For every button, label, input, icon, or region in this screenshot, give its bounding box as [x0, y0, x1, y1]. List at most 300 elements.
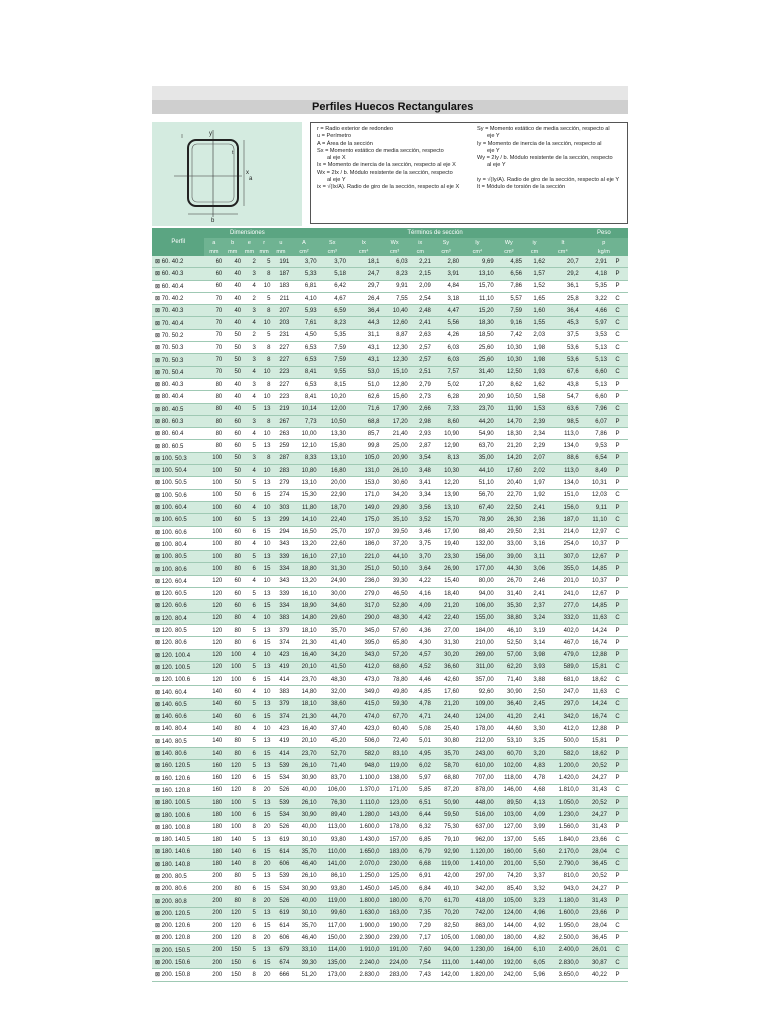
- value-cell: 4,18: [580, 268, 608, 280]
- value-cell: 1,93: [523, 366, 546, 378]
- value-cell: 3: [242, 354, 257, 366]
- value-cell: 120: [204, 637, 223, 649]
- profile-cell: ⊠ 120. 100.4: [152, 649, 204, 661]
- table-row: [152, 883, 628, 895]
- value-cell: 15,60: [380, 391, 408, 403]
- value-cell: 35,70: [318, 624, 347, 636]
- value-cell: 36,60: [432, 661, 460, 673]
- value-cell: 3,53: [580, 329, 608, 341]
- definition-line: It = Módulo de torsión de la sección: [477, 184, 566, 191]
- value-cell: 18,10: [290, 624, 317, 636]
- value-cell: 5: [242, 403, 257, 415]
- value-cell: 15,20: [460, 305, 495, 317]
- value-cell: 12,20: [432, 477, 460, 489]
- table-row: [152, 907, 628, 919]
- value-cell: 506,0: [347, 735, 381, 747]
- value-cell: 2,51: [409, 366, 432, 378]
- value-cell: 343,0: [347, 649, 381, 661]
- value-cell: 307,0: [546, 551, 580, 563]
- value-cell: 35,10: [380, 514, 408, 526]
- value-cell: 26,01: [580, 944, 608, 956]
- value-cell: 10: [257, 686, 272, 698]
- type-cell: C: [608, 661, 628, 673]
- value-cell: 5,13: [580, 342, 608, 354]
- value-cell: 36,4: [347, 305, 381, 317]
- value-cell: 10,90: [432, 428, 460, 440]
- value-cell: 1.810,0: [546, 784, 580, 796]
- section-diagram: [152, 122, 302, 226]
- profile-cell: ⊠ 70. 40.4: [152, 317, 204, 329]
- value-cell: 415,0: [347, 698, 381, 710]
- type-cell: P: [608, 747, 628, 759]
- value-cell: 31,40: [460, 366, 495, 378]
- table-row: [152, 342, 628, 354]
- type-cell: P: [608, 969, 628, 981]
- type-cell: P: [608, 575, 628, 587]
- value-cell: 619: [271, 907, 290, 919]
- value-cell: 15: [257, 674, 272, 686]
- value-cell: 7,59: [318, 342, 347, 354]
- value-cell: 48,30: [380, 612, 408, 624]
- value-cell: 4: [242, 501, 257, 513]
- value-cell: 50: [223, 489, 242, 501]
- value-cell: 2,02: [523, 465, 546, 477]
- value-cell: 24,7: [347, 268, 381, 280]
- value-cell: 18,70: [318, 501, 347, 513]
- value-cell: 349,0: [347, 686, 381, 698]
- symbol-header: It: [546, 238, 580, 247]
- table-row: [152, 969, 628, 981]
- value-cell: 3,14: [523, 637, 546, 649]
- value-cell: 526: [271, 895, 290, 907]
- value-cell: 100: [223, 661, 242, 673]
- header-dimensions: Dimensiones: [204, 228, 290, 238]
- profile-cell: ⊠ 70. 50.2: [152, 329, 204, 341]
- value-cell: 70: [204, 305, 223, 317]
- value-cell: 2,57: [409, 354, 432, 366]
- value-cell: 7,60: [409, 944, 432, 956]
- value-cell: 1.600,0: [347, 821, 381, 833]
- value-cell: 99,60: [318, 907, 347, 919]
- value-cell: 8,62: [495, 378, 523, 390]
- value-cell: 60: [223, 588, 242, 600]
- type-cell: P: [608, 538, 628, 550]
- value-cell: 68,8: [347, 415, 381, 427]
- value-cell: 140: [204, 747, 223, 759]
- value-cell: 100: [223, 797, 242, 809]
- value-cell: 8: [257, 378, 272, 390]
- value-cell: 15: [257, 563, 272, 575]
- value-cell: 297,0: [546, 698, 580, 710]
- value-cell: 1,97: [523, 477, 546, 489]
- value-cell: 60: [223, 501, 242, 513]
- unit-header: mm: [204, 247, 223, 256]
- value-cell: 37,40: [318, 723, 347, 735]
- value-cell: 8: [242, 858, 257, 870]
- value-cell: 178,00: [460, 723, 495, 735]
- profile-cell: ⊠ 200. 150.5: [152, 944, 204, 956]
- value-cell: 666: [271, 969, 290, 981]
- value-cell: 180: [204, 858, 223, 870]
- value-cell: 42,60: [432, 674, 460, 686]
- value-cell: 40: [223, 280, 242, 292]
- value-cell: 60,70: [495, 747, 523, 759]
- value-cell: 5,65: [523, 833, 546, 845]
- value-cell: 2,54: [409, 292, 432, 304]
- value-cell: 395,0: [347, 637, 381, 649]
- value-cell: 4,16: [409, 588, 432, 600]
- value-cell: 4,66: [580, 305, 608, 317]
- value-cell: 113,00: [318, 821, 347, 833]
- value-cell: 5,50: [523, 858, 546, 870]
- definition-line: ix = √(Ix/A). Radio de giro de la sección, respecto al eje X: [317, 184, 460, 191]
- value-cell: 171,00: [380, 784, 408, 796]
- value-cell: 12,50: [495, 366, 523, 378]
- value-cell: 13: [257, 760, 272, 772]
- value-cell: 2.070,0: [347, 858, 381, 870]
- value-cell: 140: [204, 710, 223, 722]
- value-cell: 2,57: [409, 342, 432, 354]
- value-cell: 40,00: [290, 784, 317, 796]
- value-cell: 7,59: [318, 354, 347, 366]
- value-cell: 80: [223, 883, 242, 895]
- value-cell: 100: [223, 809, 242, 821]
- value-cell: 8,23: [380, 268, 408, 280]
- value-cell: 13,10: [432, 501, 460, 513]
- value-cell: 534: [271, 883, 290, 895]
- table-row: [152, 809, 628, 821]
- value-cell: 92,90: [432, 846, 460, 858]
- profile-cell: ⊠ 80. 60.3: [152, 415, 204, 427]
- value-cell: 15: [257, 710, 272, 722]
- value-cell: 52,50: [495, 637, 523, 649]
- value-cell: 20,40: [495, 477, 523, 489]
- value-cell: 80: [223, 563, 242, 575]
- value-cell: 26,30: [495, 514, 523, 526]
- value-cell: 13: [257, 551, 272, 563]
- value-cell: 56,70: [460, 489, 495, 501]
- value-cell: 100: [204, 501, 223, 513]
- value-cell: 3,75: [409, 538, 432, 550]
- value-cell: 3,23: [523, 895, 546, 907]
- value-cell: 1.450,0: [347, 883, 381, 895]
- rectangular-tube-section-drawing: [152, 122, 302, 226]
- value-cell: 17,90: [432, 526, 460, 538]
- value-cell: 379: [271, 624, 290, 636]
- value-cell: 3,70: [318, 256, 347, 268]
- value-cell: 681,0: [546, 674, 580, 686]
- value-cell: 2: [242, 329, 257, 341]
- table-row: [152, 895, 628, 907]
- value-cell: 7,35: [409, 907, 432, 919]
- value-cell: 534: [271, 772, 290, 784]
- value-cell: 242,00: [495, 969, 523, 981]
- value-cell: 10: [257, 538, 272, 550]
- value-cell: 85,40: [495, 883, 523, 895]
- value-cell: 80: [223, 747, 242, 759]
- value-cell: 474,0: [347, 710, 381, 722]
- value-cell: 423: [271, 723, 290, 735]
- unit-header: mm: [223, 247, 242, 256]
- value-cell: 3,99: [523, 821, 546, 833]
- value-cell: 68,80: [432, 772, 460, 784]
- type-cell: C: [608, 292, 628, 304]
- value-cell: 1.230,0: [546, 809, 580, 821]
- value-cell: 100: [204, 465, 223, 477]
- table-row: [152, 354, 628, 366]
- value-cell: 19,40: [432, 538, 460, 550]
- value-cell: 20: [257, 821, 272, 833]
- value-cell: 4,71: [409, 710, 432, 722]
- symbol-header: Sx: [318, 238, 347, 247]
- value-cell: 32,00: [318, 686, 347, 698]
- value-cell: 2.400,0: [546, 944, 580, 956]
- value-cell: 16,74: [580, 710, 608, 722]
- value-cell: 62,6: [347, 391, 381, 403]
- table-row: [152, 821, 628, 833]
- type-cell: P: [608, 735, 628, 747]
- value-cell: 53,6: [546, 354, 580, 366]
- value-cell: 50: [223, 465, 242, 477]
- value-cell: 4,09: [523, 809, 546, 821]
- value-cell: 8: [242, 969, 257, 981]
- value-cell: 4: [242, 575, 257, 587]
- value-cell: 40,22: [580, 969, 608, 981]
- type-cell: P: [608, 895, 628, 907]
- value-cell: 4: [242, 686, 257, 698]
- value-cell: 200: [204, 944, 223, 956]
- value-cell: 10: [257, 575, 272, 587]
- value-cell: 58,70: [432, 760, 460, 772]
- value-cell: 17,20: [380, 415, 408, 427]
- value-cell: 4,68: [523, 784, 546, 796]
- definition-line: r = Radio exterior de redondeo: [317, 126, 394, 132]
- value-cell: 6: [242, 674, 257, 686]
- value-cell: 4,95: [409, 747, 432, 759]
- type-cell: C: [608, 329, 628, 341]
- value-cell: 24,90: [318, 575, 347, 587]
- header-profile: Perfil: [152, 228, 204, 256]
- value-cell: 109,00: [460, 698, 495, 710]
- type-cell: P: [608, 637, 628, 649]
- type-cell: C: [608, 846, 628, 858]
- value-cell: 134,0: [546, 477, 580, 489]
- value-cell: 39,00: [495, 551, 523, 563]
- profile-cell: ⊠ 100. 80.6: [152, 563, 204, 575]
- value-cell: 14,10: [290, 514, 317, 526]
- value-cell: 100: [223, 821, 242, 833]
- value-cell: 1,52: [523, 280, 546, 292]
- value-cell: 5: [242, 624, 257, 636]
- value-cell: 10: [257, 649, 272, 661]
- profile-cell: ⊠ 100. 80.5: [152, 551, 204, 563]
- value-cell: 200: [204, 907, 223, 919]
- value-cell: 35,70: [290, 846, 317, 858]
- value-cell: 267: [271, 415, 290, 427]
- definition-line: eje Y: [487, 133, 500, 140]
- value-cell: 2.500,0: [546, 932, 580, 944]
- value-cell: 27,00: [432, 624, 460, 636]
- value-cell: 40,00: [290, 821, 317, 833]
- value-cell: 50: [223, 366, 242, 378]
- value-cell: 2,46: [523, 575, 546, 587]
- unit-header: cm⁴: [546, 247, 580, 256]
- dimension-label-a: a: [249, 176, 253, 182]
- value-cell: 10,50: [495, 391, 523, 403]
- value-cell: 30,00: [318, 588, 347, 600]
- value-cell: 14,70: [495, 415, 523, 427]
- value-cell: 13: [257, 870, 272, 882]
- value-cell: 86,10: [318, 870, 347, 882]
- value-cell: 82,50: [432, 920, 460, 932]
- profile-cell: ⊠ 70. 50.3: [152, 342, 204, 354]
- value-cell: 67,6: [546, 366, 580, 378]
- type-cell: P: [608, 907, 628, 919]
- value-cell: 2,93: [409, 428, 432, 440]
- type-cell: P: [608, 415, 628, 427]
- value-cell: 34,20: [380, 489, 408, 501]
- value-cell: 50: [223, 354, 242, 366]
- profile-cell: ⊠ 70. 40.3: [152, 305, 204, 317]
- type-cell: P: [608, 870, 628, 882]
- profile-cell: ⊠ 100. 50.4: [152, 465, 204, 477]
- value-cell: 863,00: [460, 920, 495, 932]
- value-cell: 25,40: [432, 723, 460, 735]
- value-cell: 582,0: [546, 747, 580, 759]
- value-cell: 15: [257, 600, 272, 612]
- value-cell: 5: [242, 797, 257, 809]
- value-cell: 207: [271, 305, 290, 317]
- value-cell: 2,36: [523, 514, 546, 526]
- value-cell: 4,30: [409, 637, 432, 649]
- type-cell: C: [608, 944, 628, 956]
- value-cell: 23,66: [580, 833, 608, 845]
- value-cell: 18,1: [347, 256, 381, 268]
- value-cell: 1.910,0: [347, 944, 381, 956]
- value-cell: 180: [204, 833, 223, 845]
- value-cell: 46,10: [495, 624, 523, 636]
- value-cell: 50,90: [432, 797, 460, 809]
- value-cell: 80: [204, 415, 223, 427]
- value-cell: 29,7: [347, 280, 381, 292]
- value-cell: 113,0: [546, 465, 580, 477]
- value-cell: 20,90: [380, 452, 408, 464]
- table-row: [152, 772, 628, 784]
- value-cell: 1.650,0: [347, 846, 381, 858]
- type-cell: C: [608, 698, 628, 710]
- value-cell: 88,40: [460, 526, 495, 538]
- value-cell: 211: [271, 292, 290, 304]
- value-cell: 4: [242, 280, 257, 292]
- value-cell: 14,80: [290, 612, 317, 624]
- value-cell: 177,00: [460, 563, 495, 575]
- value-cell: 14,80: [290, 686, 317, 698]
- value-cell: 1.250,0: [347, 870, 381, 882]
- value-cell: 2,29: [523, 440, 546, 452]
- value-cell: 83,70: [318, 772, 347, 784]
- value-cell: 251,0: [347, 563, 381, 575]
- table-row: [152, 588, 628, 600]
- value-cell: 49,10: [432, 883, 460, 895]
- value-cell: 1.080,00: [460, 932, 495, 944]
- value-cell: 12,67: [580, 588, 608, 600]
- value-cell: 6,60: [580, 391, 608, 403]
- value-cell: 125,00: [380, 870, 408, 882]
- value-cell: 342,0: [546, 710, 580, 722]
- value-cell: 4: [242, 317, 257, 329]
- value-cell: 4,13: [523, 797, 546, 809]
- value-cell: 187: [271, 268, 290, 280]
- value-cell: 6,79: [409, 846, 432, 858]
- value-cell: 4,10: [290, 292, 317, 304]
- value-cell: 12,30: [380, 342, 408, 354]
- value-cell: 30,90: [495, 686, 523, 698]
- value-cell: 8: [257, 354, 272, 366]
- value-cell: 6,56: [495, 268, 523, 280]
- value-cell: 31,30: [318, 563, 347, 575]
- table-row: [152, 710, 628, 722]
- value-cell: 6,02: [409, 760, 432, 772]
- value-cell: 34,20: [318, 649, 347, 661]
- profile-cell: ⊠ 180. 140.6: [152, 846, 204, 858]
- type-cell: P: [608, 551, 628, 563]
- value-cell: 2,63: [409, 329, 432, 341]
- type-cell: P: [608, 391, 628, 403]
- value-cell: 5: [242, 907, 257, 919]
- definition-line: u = Perímetro: [317, 133, 352, 140]
- value-cell: 10: [257, 391, 272, 403]
- type-cell: C: [608, 858, 628, 870]
- value-cell: 22,40: [432, 612, 460, 624]
- value-cell: 8,49: [580, 465, 608, 477]
- type-cell: C: [608, 342, 628, 354]
- value-cell: 5: [242, 870, 257, 882]
- value-cell: 70: [204, 317, 223, 329]
- value-cell: 962,00: [460, 833, 495, 845]
- profile-cell: ⊠ 140. 80.4: [152, 723, 204, 735]
- definition-line: [477, 170, 619, 177]
- value-cell: 5: [257, 256, 272, 268]
- type-cell: C: [608, 366, 628, 378]
- value-cell: 3,11: [523, 551, 546, 563]
- value-cell: 60: [204, 268, 223, 280]
- value-cell: 2,87: [409, 440, 432, 452]
- table-row: [152, 698, 628, 710]
- value-cell: 132,00: [460, 538, 495, 550]
- value-cell: 9,69: [460, 256, 495, 268]
- value-cell: 117,00: [318, 920, 347, 932]
- value-cell: 3,54: [409, 452, 432, 464]
- table-row: [152, 366, 628, 378]
- value-cell: 120: [204, 661, 223, 673]
- value-cell: 2,21: [409, 256, 432, 268]
- value-cell: 14,20: [495, 452, 523, 464]
- unit-header: cm²: [290, 247, 317, 256]
- value-cell: 20: [257, 858, 272, 870]
- value-cell: 1.420,0: [546, 772, 580, 784]
- profile-cell: ⊠ 120. 60.4: [152, 575, 204, 587]
- value-cell: 21,20: [495, 440, 523, 452]
- definition-line: Sx = Momento estático de media sección, respecto: [317, 147, 444, 154]
- value-cell: 11,90: [495, 403, 523, 415]
- definition-line: Wy = 2Iy / b. Módulo resistente de la sección, respecto: [477, 155, 613, 162]
- value-cell: 13: [257, 514, 272, 526]
- value-cell: 31,43: [580, 895, 608, 907]
- value-cell: 3,25: [523, 735, 546, 747]
- value-cell: 383: [271, 612, 290, 624]
- value-cell: 80: [204, 428, 223, 440]
- table-row: [152, 391, 628, 403]
